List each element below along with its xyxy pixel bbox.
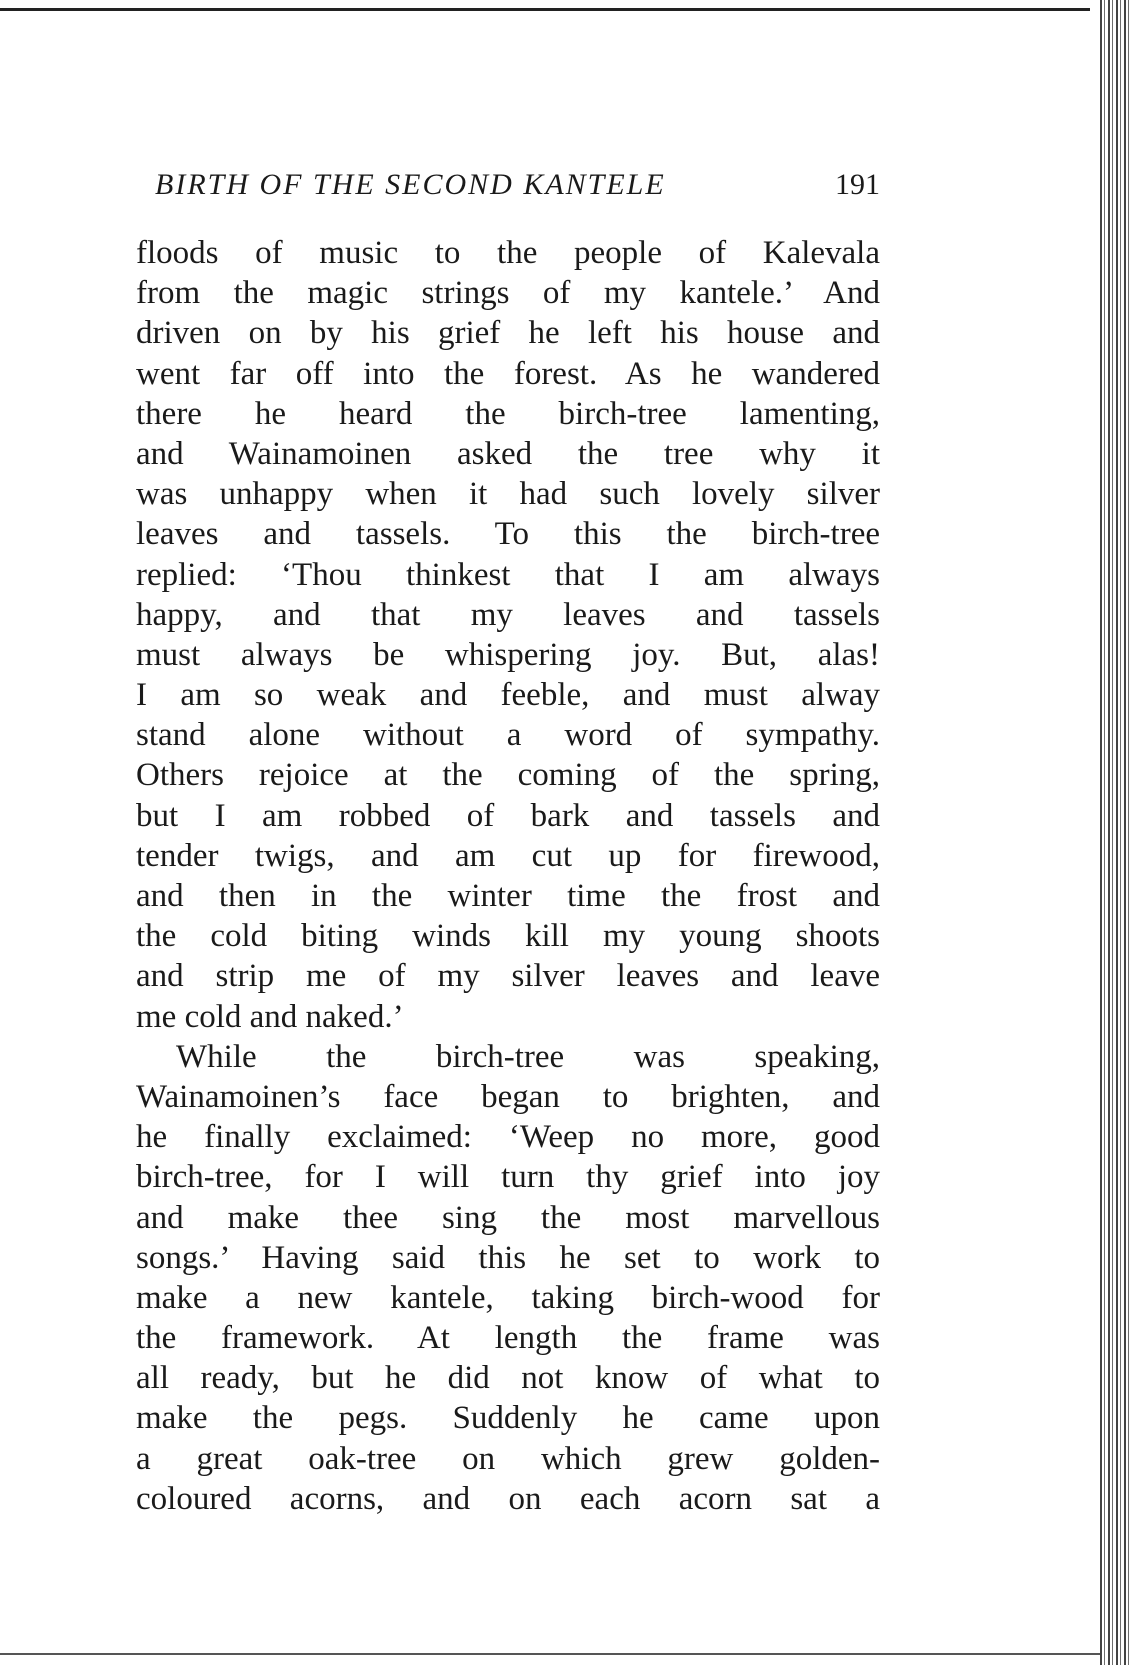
text-line: the cold biting winds kill my young shoots: [136, 918, 880, 955]
text-line: replied: ‘Thou thinkest that I am always: [136, 556, 880, 593]
bottom-rule: [0, 1653, 1100, 1655]
text-line: I am so weak and feeble, and must alway: [136, 677, 880, 714]
text-line: there he heard the birch-tree lamenting,: [136, 395, 880, 432]
text-line: me cold and naked.’: [136, 998, 404, 1035]
text-line: from the magic strings of my kantele.’ And: [136, 275, 880, 312]
text-line: tender twigs, and am cut up for firewood,: [136, 837, 880, 874]
text-line: make a new kantele, taking birch-wood for: [136, 1279, 880, 1316]
text-line: coloured acorns, and on each acorn sat a: [136, 1480, 880, 1517]
text-line: all ready, but he did not know of what to: [136, 1360, 880, 1397]
text-line: the framework. At length the frame was: [136, 1320, 880, 1357]
top-rule: [0, 8, 1090, 11]
page-number: 191: [835, 168, 880, 201]
text-line: While the birch-tree was speaking,: [176, 1038, 880, 1075]
text-line: birch-tree, for I will turn thy grief into joy: [136, 1159, 880, 1196]
text-line: leaves and tassels. To this the birch-tree: [136, 516, 880, 553]
text-line: must always be whispering joy. But, alas!: [136, 636, 880, 673]
text-line: and Wainamoinen asked the tree why it: [136, 435, 880, 472]
text-line: Wainamoinen’s face began to brighten, and: [136, 1078, 880, 1115]
running-head: [155, 168, 880, 208]
text-line: driven on by his grief he left his house and: [136, 315, 880, 352]
text-line: make the pegs. Suddenly he came upon: [136, 1400, 880, 1437]
text-line: he finally exclaimed: ‘Weep no more, good: [136, 1119, 880, 1156]
text-line: a great oak-tree on which grew golden-: [136, 1440, 880, 1477]
text-line: and make thee sing the most marvellous: [136, 1199, 880, 1236]
text-line: and then in the winter time the frost and: [136, 878, 880, 914]
body-text: [136, 233, 880, 1519]
text-line: and strip me of my silver leaves and leave: [136, 958, 880, 995]
text-line: Others rejoice at the coming of the spring,: [136, 757, 880, 794]
running-title: BIRTH OF THE SECOND KANTELE: [155, 168, 666, 201]
page-edge: [1100, 0, 1131, 1665]
text-line: was unhappy when it had such lovely silver: [136, 476, 880, 513]
text-line: floods of music to the people of Kalevala: [136, 235, 880, 271]
text-line: songs.’ Having said this he set to work to: [136, 1239, 880, 1276]
text-line: went far off into the forest. As he wandered: [136, 355, 880, 392]
text-line: stand alone without a word of sympathy.: [136, 717, 880, 754]
text-line: happy, and that my leaves and tassels: [136, 596, 880, 633]
text-line: but I am robbed of bark and tassels and: [136, 797, 880, 834]
